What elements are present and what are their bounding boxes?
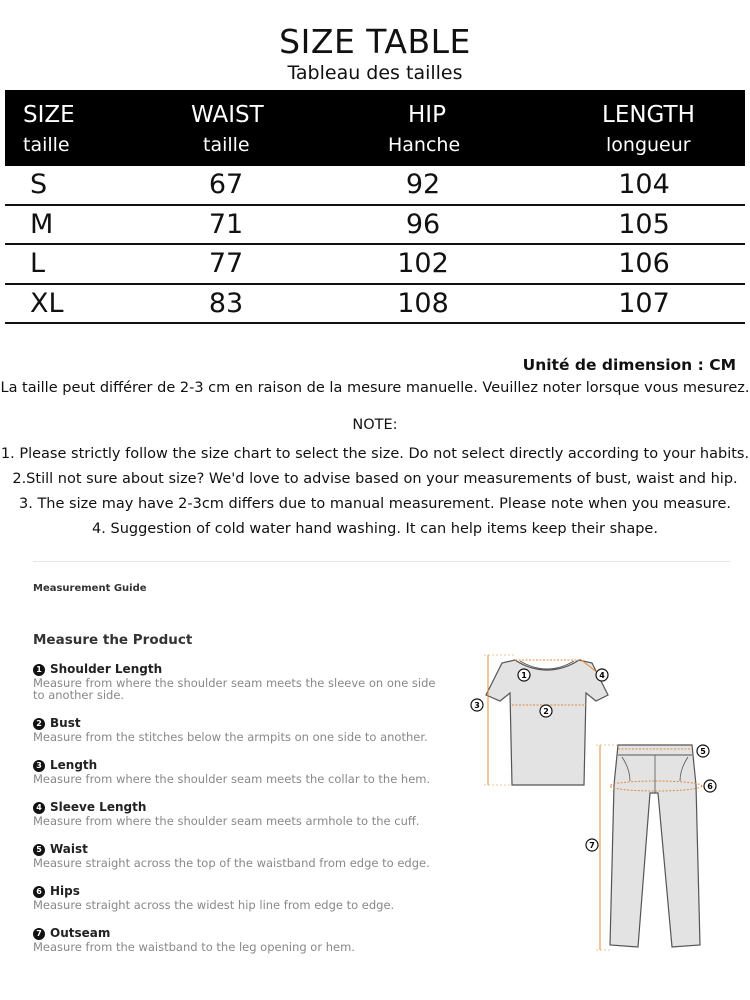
measure-item-waist	[33, 842, 443, 869]
measure-title: Length	[50, 758, 98, 772]
cell-length: 105	[618, 208, 670, 240]
header-waist-label: WAIST	[191, 102, 264, 128]
measure-item-outseam	[33, 926, 443, 953]
table-header	[5, 90, 745, 166]
cell-hip: 92	[405, 169, 441, 200]
cell-waist: 77	[208, 248, 244, 279]
marker-3-icon	[471, 699, 483, 711]
measure-desc: Measure straight across the widest hip line from edge to edge.	[33, 898, 395, 912]
header-length-label: LENGTH	[602, 102, 695, 128]
marker-7-icon	[586, 839, 598, 851]
cell-length: 107	[618, 287, 670, 319]
number-7-icon: 7	[33, 928, 45, 940]
header-waist-sub: taille	[203, 134, 250, 156]
note-item: 1. Please strictly follow the size chart to select the size. Do not select directly according to your habits.	[0, 446, 750, 462]
svg-text:4: 4	[599, 671, 605, 680]
svg-text:2: 2	[543, 707, 549, 716]
measure-title: Waist	[50, 842, 88, 856]
cell-waist: 71	[208, 208, 244, 240]
header-size	[23, 100, 75, 160]
measurement-diagram	[460, 645, 730, 965]
cell-size: S	[30, 169, 48, 200]
unit-label: Unité de dimension : CM	[522, 356, 736, 374]
cell-hip: 108	[397, 287, 449, 319]
note-item: 4. Suggestion of cold water hand washing. It can help items keep their shape.	[92, 521, 658, 537]
cell-size: L	[30, 248, 46, 279]
number-1-icon: 1	[33, 664, 45, 676]
svg-text:5: 5	[700, 747, 706, 756]
cell-hip: 102	[397, 248, 449, 279]
svg-text:1: 1	[521, 671, 527, 680]
measure-title: Bust	[50, 716, 81, 730]
cell-waist: 83	[208, 287, 244, 319]
measure-item-bust	[33, 716, 443, 743]
pants-illustration	[610, 745, 700, 947]
measure-desc: Measure from the waistband to the leg opening or hem.	[33, 940, 355, 954]
table-row	[5, 166, 745, 206]
note-title: NOTE:	[352, 417, 398, 433]
header-length	[595, 100, 695, 160]
page-subtitle: Tableau des tailles	[287, 62, 463, 84]
table-row	[5, 245, 745, 285]
svg-text:6: 6	[707, 782, 713, 791]
measure-desc: Measure from where the shoulder seam meets the collar to the hem.	[33, 772, 431, 786]
notes-list	[0, 442, 750, 542]
page-title: SIZE TABLE	[279, 22, 471, 61]
measure-desc: Measure from the stitches below the armpits on one side to another.	[33, 730, 428, 744]
measure-item-length	[33, 758, 443, 785]
cell-hip: 96	[405, 208, 441, 240]
marker-2-icon	[540, 705, 552, 717]
header-length-sub: longueur	[606, 134, 691, 156]
marker-6-icon	[704, 780, 716, 792]
number-2-icon: 2	[33, 718, 45, 730]
measure-desc: Measure from where the shoulder seam meets the sleeve on one side to another side.	[33, 676, 436, 702]
measure-desc: Measure straight across the top of the waistband from edge to edge.	[33, 856, 430, 870]
number-5-icon: 5	[33, 844, 45, 856]
table-row	[5, 285, 745, 325]
svg-text:3: 3	[474, 701, 480, 710]
marker-5-icon	[697, 745, 709, 757]
cell-waist: 67	[208, 169, 244, 200]
header-hip	[388, 100, 460, 160]
header-size-sub: taille	[23, 134, 70, 156]
header-waist	[191, 100, 264, 160]
measure-title: Shoulder Length	[50, 662, 163, 676]
disclaimer-text: La taille peut différer de 2-3 cm en raison de la mesure manuelle. Veuillez noter lorsque vous mesurez.	[0, 380, 750, 396]
measure-title: Sleeve Length	[50, 800, 147, 814]
guide-label: Measurement Guide	[33, 583, 147, 594]
measure-item-hips	[33, 884, 443, 911]
cell-size: XL	[30, 287, 64, 319]
measure-title: Hips	[50, 884, 80, 898]
cell-length: 104	[618, 169, 670, 200]
size-table	[5, 90, 745, 324]
number-6-icon: 6	[33, 886, 45, 898]
measure-title: Outseam	[50, 926, 111, 940]
header-size-label: SIZE	[23, 102, 75, 128]
tshirt-shape	[486, 660, 608, 785]
measure-item-sleeve	[33, 800, 443, 827]
header-hip-label: HIP	[408, 102, 446, 128]
guide-heading: Measure the Product	[33, 632, 193, 648]
tshirt-illustration	[486, 660, 608, 785]
marker-4-icon	[596, 669, 608, 681]
measure-item-shoulder	[33, 662, 443, 701]
cell-size: M	[30, 208, 54, 240]
table-row	[5, 206, 745, 246]
marker-1-icon	[518, 669, 530, 681]
number-4-icon: 4	[33, 802, 45, 814]
header-hip-sub: Hanche	[388, 134, 461, 156]
guide-divider	[33, 561, 730, 562]
number-3-icon: 3	[33, 760, 45, 772]
measure-desc: Measure from where the shoulder seam meets armhole to the cuff.	[33, 814, 420, 828]
svg-text:7: 7	[589, 841, 595, 850]
cell-length: 106	[618, 248, 670, 279]
note-item: 2.Still not sure about size? We'd love to advise based on your measurements of bust, waist and hip.	[12, 471, 738, 487]
note-item: 3. The size may have 2-3cm differs due to manual measurement. Please note when you measure.	[19, 496, 731, 512]
